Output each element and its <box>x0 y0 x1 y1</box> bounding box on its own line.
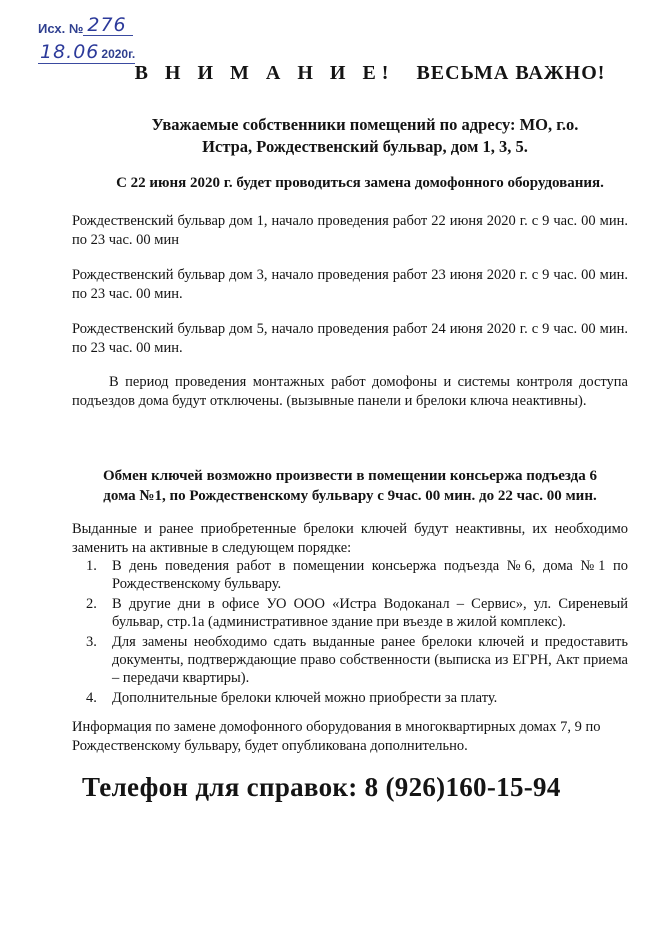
step-number: 1. <box>86 558 97 574</box>
key-exchange-line-2: дома №1, по Рождественскому бульвару с 9час. 00 мин. до 22 час. 00 мин. <box>103 488 597 504</box>
key-exchange-line-1: Обмен ключей возможно произвести в помещении консьержа подъезда 6 <box>102 468 598 484</box>
additional-info: Информация по замене домофонного оборудования в многоквартирных домах 7, 9 по Рождественскому бульвару, будет опубликована дополнительно. <box>72 719 601 754</box>
step-number: 4. <box>86 690 97 706</box>
procedure-step <box>86 557 628 593</box>
addressee-line-2: Истра, Рождественский бульвар, дом 1, 3, 5. <box>202 137 528 156</box>
procedure-step <box>86 689 628 707</box>
shutdown-notice: В период проведения монтажных работ домофоны и системы контроля доступа подъездов дома будут отключены. (вызывные панели и брелоки ключа неактивны). <box>72 374 628 409</box>
title-attention: В Н И М А Н И Е! <box>134 62 395 84</box>
stamp-date-value: 18.06 <box>40 41 100 63</box>
stamp-number-value: 276 <box>83 15 132 36</box>
addressee-line-1: Уважаемые собственники помещений по адресу: МО, г.о. <box>151 115 579 134</box>
step-number: 3. <box>86 634 97 650</box>
stamp-date <box>38 42 135 64</box>
step-text: В день поведения работ в помещении консьержа подъезда №6, дома №1 по Рождественскому бульвару. <box>112 558 628 592</box>
procedure-steps <box>86 557 628 709</box>
step-text: Для замены необходимо сдать выданные ранее брелоки ключей и предоставить документы, подтверждающие право собственности (выписка из ЕГРН, Акт приема – передачи квартиры). <box>112 634 628 686</box>
step-text: В другие дни в офисе УО ООО «Истра Водоканал – Сервис», ул. Сиреневый бульвар, стр.1а (административное здание при въезде в жилой комплекс). <box>112 596 628 630</box>
schedule-house-1: Рождественский бульвар дом 1, начало проведения работ 22 июня 2020 г. с 9 час. 00 мин. по 23 час. 00 мин <box>72 213 628 248</box>
addressee <box>110 114 620 158</box>
key-exchange-notice <box>72 466 628 506</box>
reference-phone: Телефон для справок: 8 (926)160-15-94 <box>82 772 561 802</box>
stamp-date-row <box>38 38 135 64</box>
procedure-step <box>86 633 628 687</box>
step-number: 2. <box>86 596 97 612</box>
procedure-intro: Выданные и ранее приобретенные брелоки ключей будут неактивны, их необходимо заменить на активные в следующем порядке: <box>72 521 628 556</box>
outgoing-stamp <box>38 10 135 64</box>
stamp-year-suffix: г. <box>128 47 136 61</box>
schedule-house-5: Рождественский бульвар дом 5, начало проведения работ 24 июня 2020 г. с 9 час. 00 мин. по 23 час. 00 мин. <box>72 321 628 356</box>
procedure-step <box>86 595 628 631</box>
stamp-number-label: Исх. № <box>38 21 84 36</box>
lead-announcement: С 22 июня 2020 г. будет проводиться замена домофонного оборудования. <box>116 175 604 191</box>
stamp-number-row <box>38 10 135 36</box>
stamp-year-value: 2020 <box>101 47 129 61</box>
title-very-important: ВЕСЬМА ВАЖНО! <box>416 62 606 84</box>
document-title <box>130 62 610 85</box>
step-text: Дополнительные брелоки ключей можно приобрести за плату. <box>112 690 498 706</box>
schedule-house-3: Рождественский бульвар дом 3, начало проведения работ 23 июня 2020 г. с 9 час. 00 мин. по 23 час. 00 мин. <box>72 267 628 302</box>
